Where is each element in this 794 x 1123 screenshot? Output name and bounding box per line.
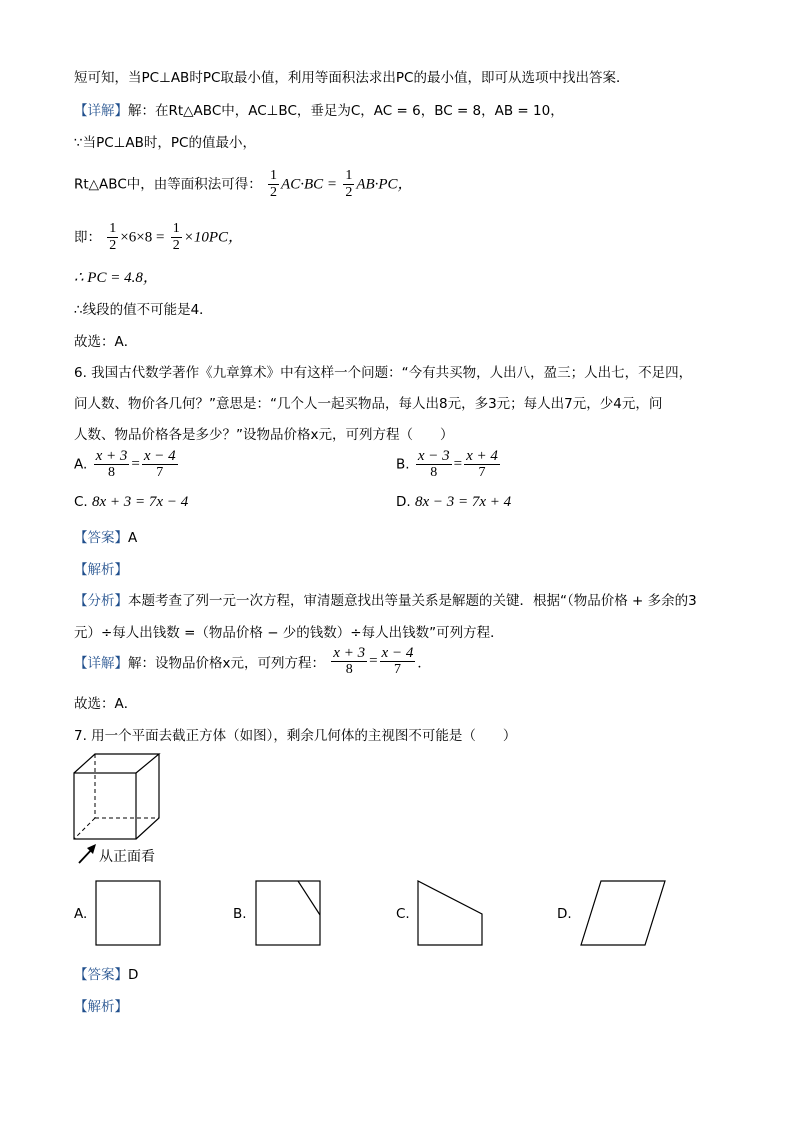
q6-detail: 【详解】解：设物品价格x元，可列方程： $\frac{x + 3}{8}$ = $\frac{x - 4}{7}$ ． <box>74 645 431 677</box>
detail-right-fraction: $\frac{x - 4}{7}$ <box>381 645 414 677</box>
q7-option-b-figure <box>255 880 323 948</box>
fraction-half: $\frac{1}{2}$ <box>172 221 180 253</box>
q7-option-c-label: C. <box>396 906 410 922</box>
q6-stem-line3: 人数、物品价格各是多少？”设物品价格x元，可列方程（ ） <box>74 427 454 443</box>
option-d-equation: 8x − 3 = 7x + 4 <box>414 494 512 510</box>
q5-area-end: AB·PC， <box>356 176 413 193</box>
q5-line-min: ∵当PC⊥AB时，PC的值最小， <box>74 135 256 151</box>
q6-analysis-tag: 【解析】 <box>74 562 128 578</box>
detail-tag: 【详解】 <box>74 103 128 119</box>
answer-value: A <box>128 530 138 546</box>
q5-choose: 故选：A． <box>74 334 138 350</box>
q5-area-equation <box>74 168 413 201</box>
q6-stem-line1: 6. 我国古代数学著作《九章算术》中有这样一个问题：“今有共买物，人出八，盈三；人出七，不足四， <box>74 365 693 381</box>
q5-sub-prefix: 即： <box>74 229 101 246</box>
q7-answer <box>74 963 138 983</box>
cube-figure <box>70 750 165 845</box>
q5-result: ∴ PC = 4.8， <box>74 270 158 286</box>
option-c-equation: 8x + 3 = 7x − 4 <box>92 494 189 510</box>
fenxi-tag: 【分析】 <box>74 593 128 609</box>
answer-value: D <box>128 967 139 983</box>
detail-left-fraction: $\frac{x + 3}{8}$ <box>333 645 366 677</box>
q7-option-d-figure <box>580 880 668 948</box>
q7-option-a-label: A. <box>74 906 88 922</box>
option-a-left-fraction: $\frac{x + 3}{8}$ <box>95 448 128 480</box>
fraction-half: $\frac{1}{2}$ <box>109 221 117 253</box>
q7-option-b-label: B. <box>233 906 247 922</box>
q6-option-c: C. 8x + 3 = 7x − 4 <box>74 494 189 510</box>
q6-fenxi-line1: 【分析】本题考查了列一元一次方程，审清题意找出等量关系是解题的关键．根据“（物品价格 + 多余的3 <box>74 593 697 609</box>
fraction-half: $\frac{1}{2}$ <box>345 168 353 200</box>
q5-detail-text: 解：在Rt△ABC中，AC⊥BC，垂足为C，AC = 6，BC = 8，AB = 10， <box>128 103 564 119</box>
answer-tag: 【答案】 <box>74 967 128 983</box>
q6-choose: 故选：A． <box>74 696 138 712</box>
option-b-left-fraction: $\frac{x - 3}{8}$ <box>417 448 450 480</box>
q6-option-a: A. $\frac{x + 3}{8}$ = $\frac{x - 4}{7}$ <box>74 448 176 480</box>
q5-substitution <box>74 221 243 254</box>
view-direction-label: 从正面看 <box>99 849 155 865</box>
q6-answer <box>74 526 137 546</box>
q5-sub-right: ×10PC， <box>183 229 244 246</box>
q7-analysis-tag: 【解析】 <box>74 999 128 1015</box>
q5-area-mid: AC·BC = <box>281 176 338 193</box>
q5-detail-line <box>74 99 564 119</box>
q6-stem-line2: 问人数、物价各几何？”意思是：“几个人一起买物品，每人出8元，多3元；每人出7元，少4元，问 <box>74 396 663 412</box>
q6-fenxi-line2: 元）÷每人出钱数 =（物品价格 − 少的钱数）÷每人出钱数”可列方程． <box>74 625 504 641</box>
q7-option-c-figure <box>417 880 485 948</box>
option-b-right-fraction: $\frac{x + 4}{7}$ <box>466 448 498 480</box>
option-a-right-fraction: $\frac{x - 4}{7}$ <box>143 448 176 480</box>
q5-analysis-tail: 短可知，当PC⊥AB时PC取最小值，利用等面积法求出PC的最小值，即可从选项中找出答案． <box>74 70 630 86</box>
answer-tag: 【答案】 <box>74 530 128 546</box>
q7-stem: 7. 用一个平面去截正方体（如图），剩余几何体的主视图不可能是（ ） <box>74 728 517 744</box>
q5-sub-left: ×6×8 = <box>120 229 165 246</box>
fraction-half: $\frac{1}{2}$ <box>270 168 278 200</box>
detail-tag: 【详解】 <box>74 655 128 672</box>
view-arrow-icon <box>76 842 100 866</box>
q5-conclusion: ∴线段的值不可能是4． <box>74 302 213 318</box>
q7-option-d-label: D. <box>557 906 572 922</box>
q7-option-a-figure <box>95 880 163 948</box>
q5-area-prefix: Rt△ABC中，由等面积法可得： <box>74 176 262 193</box>
q6-option-b: B. $\frac{x - 3}{8}$ = $\frac{x + 4}{7}$ <box>396 448 498 480</box>
q6-option-d: D. 8x − 3 = 7x + 4 <box>396 494 512 510</box>
